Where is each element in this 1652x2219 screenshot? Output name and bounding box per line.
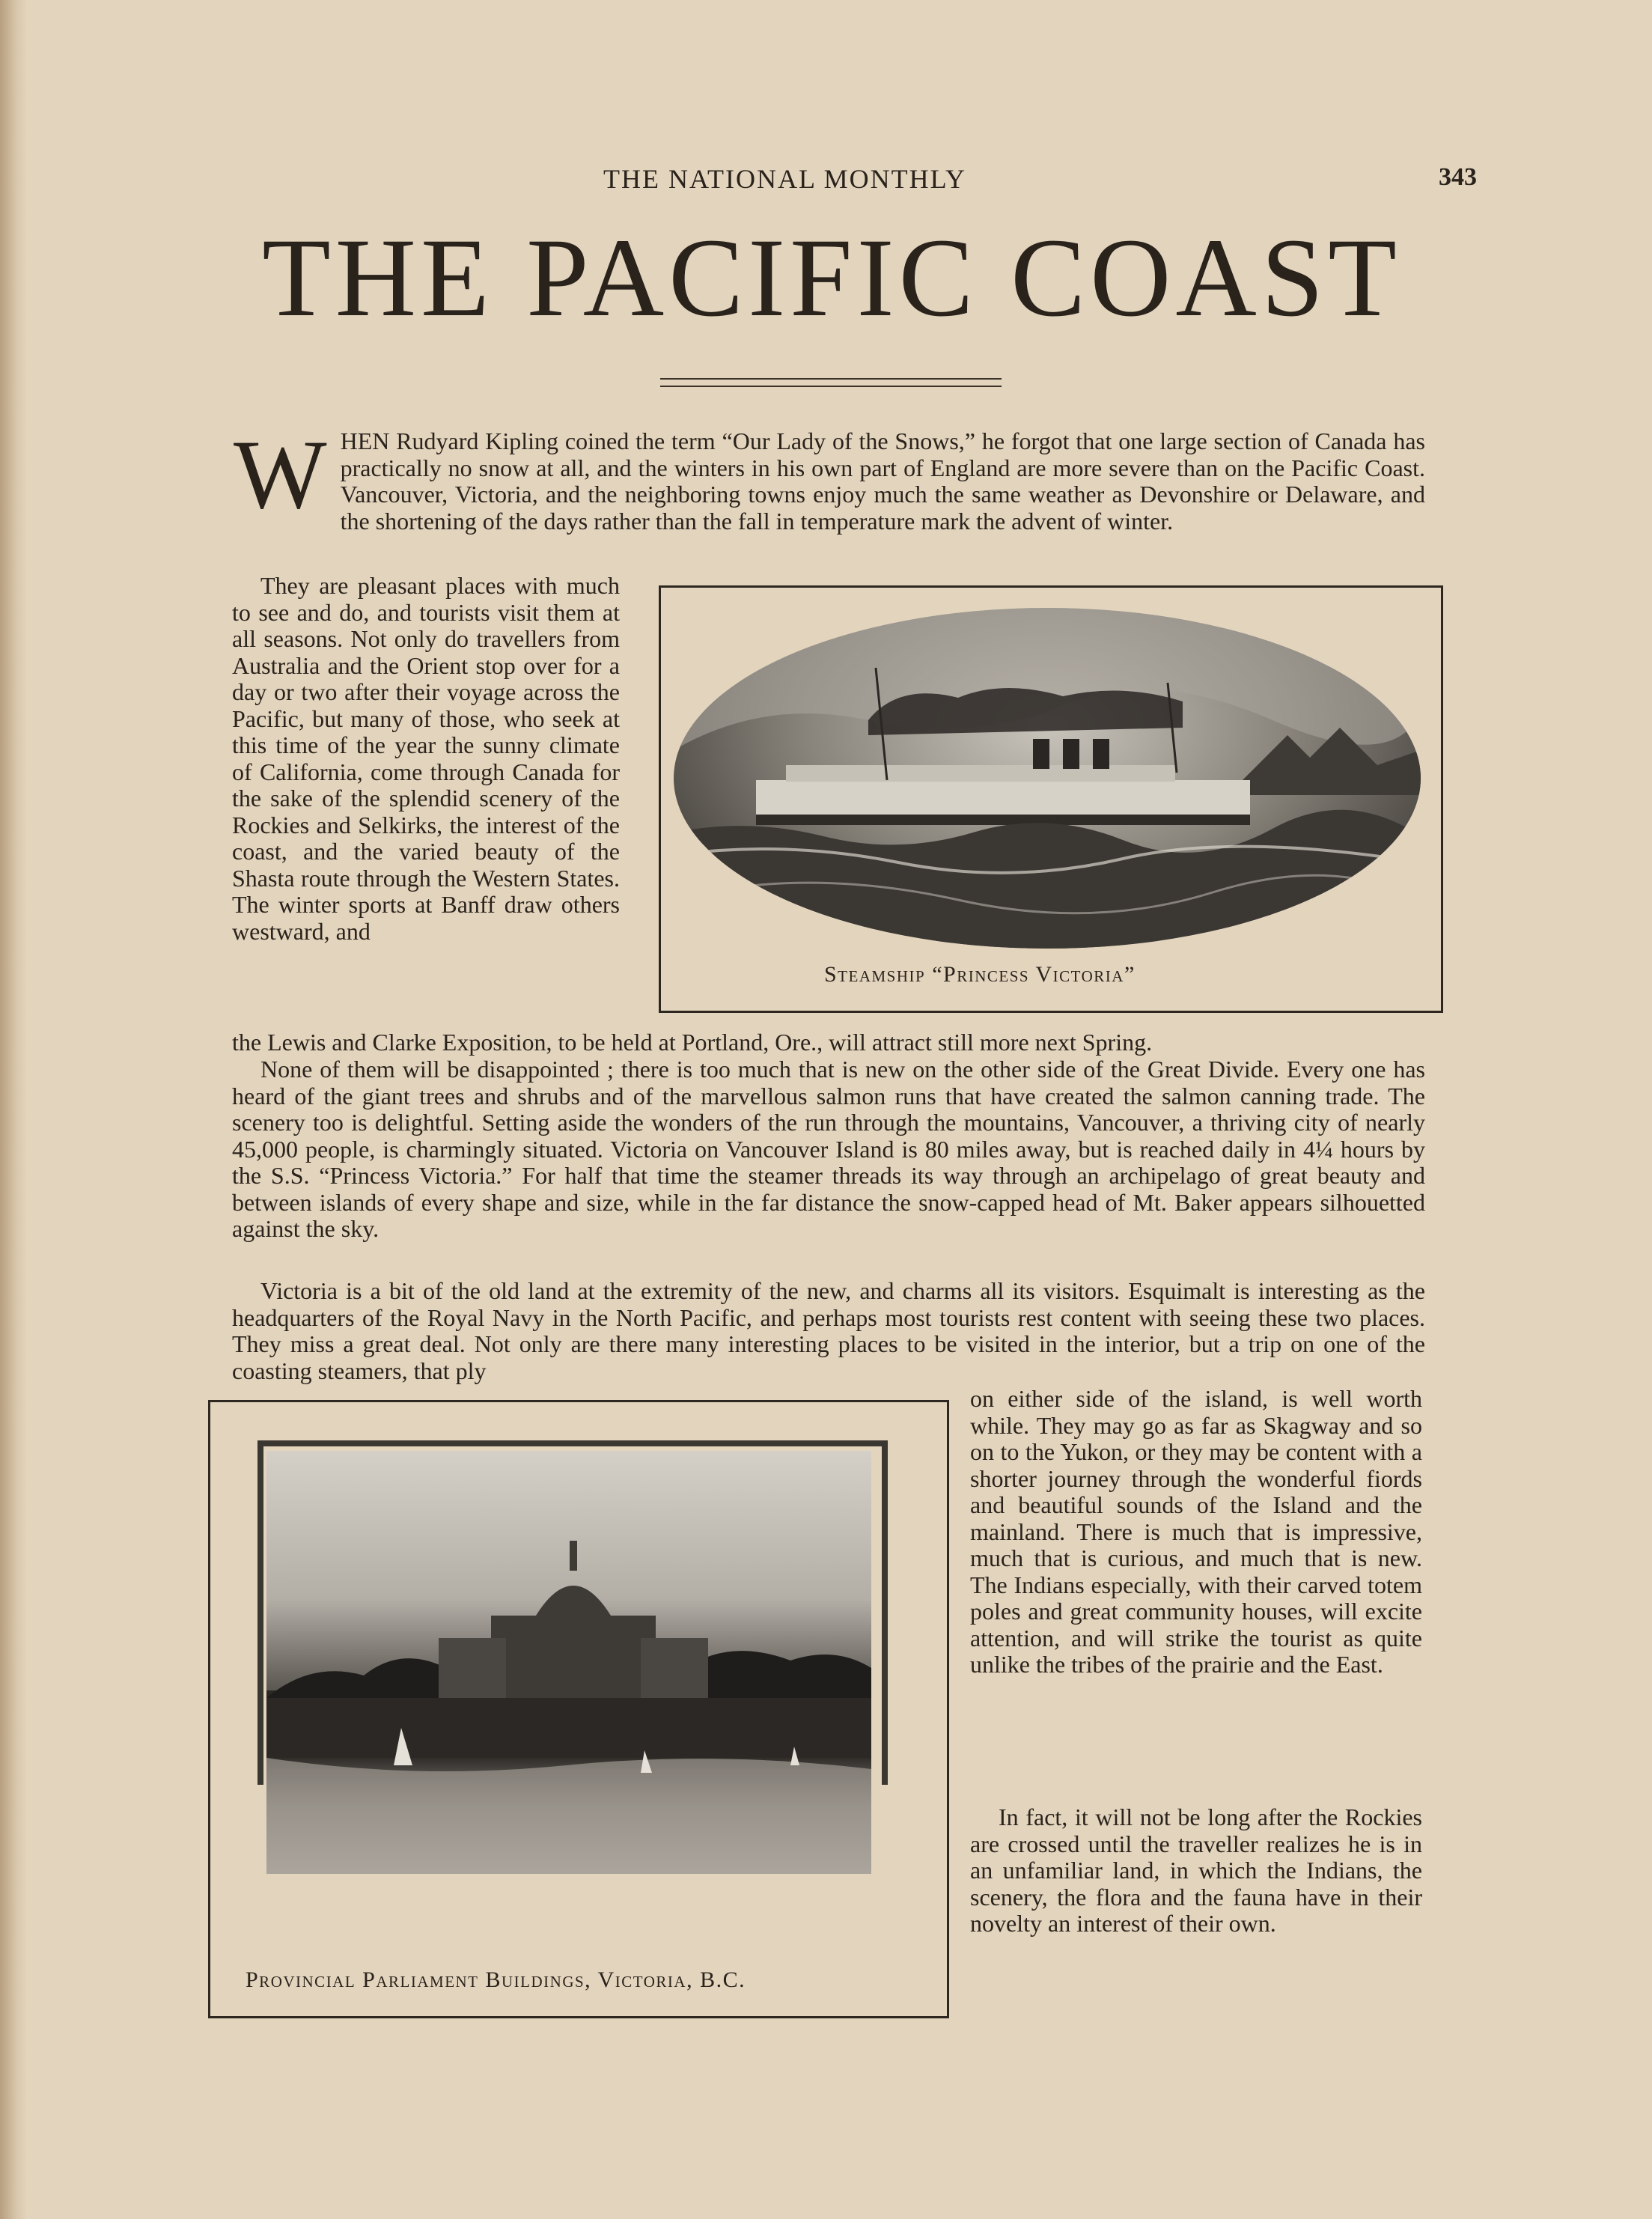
article-title: THE PACIFIC COAST	[262, 216, 1401, 340]
parliament-photo	[266, 1451, 871, 1874]
ship-photo	[674, 608, 1421, 949]
paragraph-2-left-column: They are pleasant places with much to see and do, and tourists visit them at all seasons. Not only do travellers from Australia and the Orient stop over for a day or two after their voyage across the Pacific, but many of those, who seek at this time of the year the sunny climate of California, come through Canada for the sake of the splendid scenery of the Rockies and Selkirks, the interest of the coast, and the varied beauty of the Shasta route through the Western States. The winter sports at Banff draw others westward, and	[232, 572, 620, 945]
intro-text: HEN Rudyard Kipling coined the term “Our Lady of the Snows,” he forgot that one large section of Canada has practically no snow at all, and the winters in his own part of England are more severe than on the Pacific Coast. Vancouver, Victoria, and the neighboring towns enjoy much the same weather as Devonshire or Delaware, and the shortening of the days rather than the fall in temperature mark the advent of winter.	[340, 427, 1425, 535]
paragraph-4: Victoria is a bit of the old land at the extremity of the new, and charms all its visitors. Esquimalt is interesting as the headquarters of the Royal Navy in the North Pacific, and perhaps most tourists rest content with seeing these two places. They miss a great deal. Not only are there many interesting places to be visited in the interior, but a trip on one of the coasting steamers, that ply	[232, 1277, 1425, 1384]
parliament-caption: Provincial Parliament Buildings, Victoria, B.C.	[246, 1967, 746, 1992]
page-number: 343	[1439, 163, 1477, 191]
title-double-rule	[660, 378, 1002, 387]
paragraph-2-continued: the Lewis and Clarke Exposition, to be held at Portland, Ore., will attract still more next Spring.	[232, 1029, 1153, 1056]
parliament-buildings-illustration	[266, 1451, 871, 1874]
drop-cap: W	[234, 419, 327, 529]
running-title: THE NATIONAL MONTHLY	[603, 164, 966, 194]
ship-caption: Steamship “Princess Victoria”	[824, 962, 1136, 987]
ship-illustration	[674, 608, 1421, 949]
paragraph-3: None of them will be disappointed ; there is too much that is new on the other side of the Great Divide. Every one has heard of the giant trees and shrubs and of the marvellous salmon runs that have created the salmon canning trade. The scenery too is delightful. Setting aside the wonders of the run through the mountains, Vancouver, a thriving city of nearly 45,000 people, is charmingly situated. Victoria on Vancouver Island is 80 miles away, but is reached daily in 4¼ hours by the S.S. “Princess Victoria.” For half that time the steamer threads its way through an archipelago of great beauty and between islands of every shape and size, while in the far distance the snow-capped head of Mt. Baker appears silhouetted against the sky.	[232, 1056, 1425, 1242]
intro-paragraph	[234, 419, 1425, 535]
paragraph-5: In fact, it will not be long after the Rockies are crossed until the traveller realizes he is in an unfamiliar land, in which the Indians, the scenery, the flora and the fauna have in their novelty an interest of their own.	[970, 1803, 1422, 1937]
paragraph-4-right-column: on either side of the island, is well worth while. They may go as far as Skagway and so on to the Yukon, or they may be content with a shorter journey through the wonderful fiords and beautiful sounds of the Island and the mainland. There is much that is impressive, much that is curious, and much that is new. The Indians especially, with their carved totem poles and great community houses, will excite attention, and will strike the tourist as quite unlike the tribes of the prairie and the East.	[970, 1385, 1422, 1678]
